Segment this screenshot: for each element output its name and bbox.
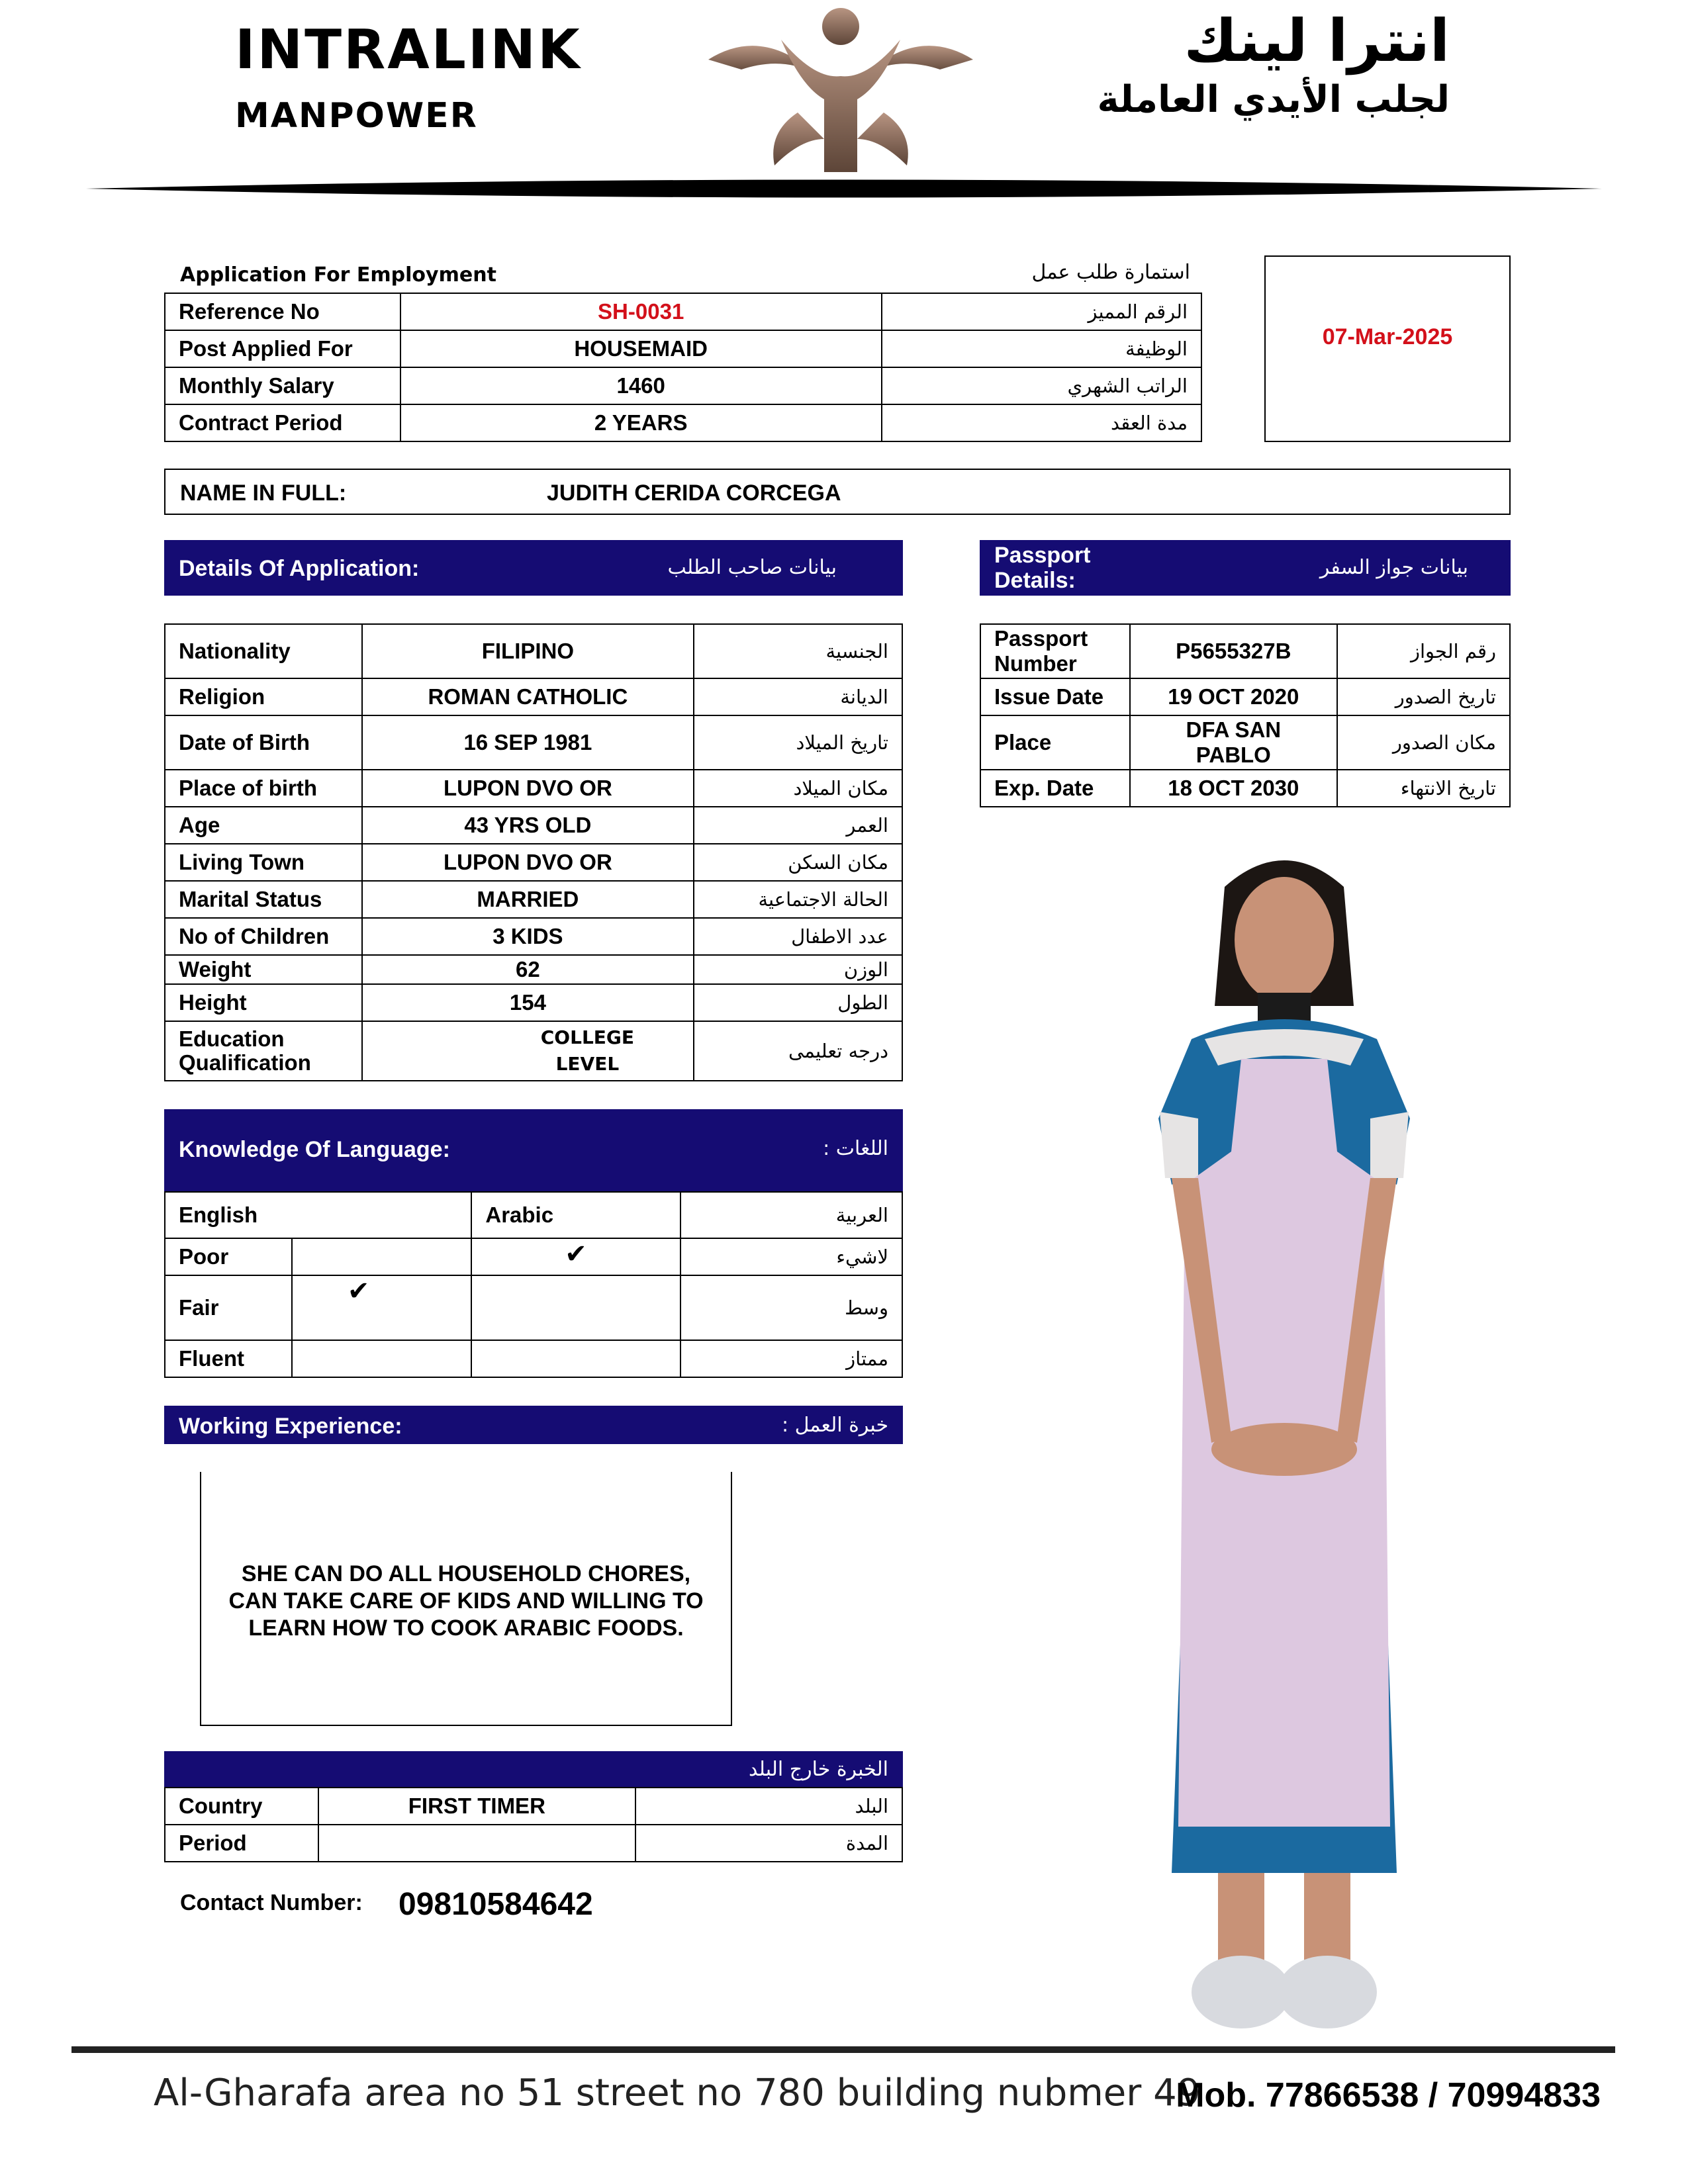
brand-name-ar: انترا لينك — [1184, 7, 1450, 75]
table-row — [165, 404, 1201, 441]
application-date: 07-Mar-2025 — [1322, 324, 1453, 349]
country-label: Country — [165, 1788, 318, 1825]
period-label-ar: المدة — [635, 1825, 902, 1862]
passport-number-value: P5655327B — [1130, 624, 1337, 678]
language-title-en: Knowledge Of Language: — [179, 1137, 450, 1162]
passport-title-en: Passport Details: — [994, 543, 1091, 593]
height-value: 154 — [362, 984, 694, 1021]
contract-label-ar: مدة العقد — [882, 404, 1201, 441]
level-fluent-label: Fluent — [165, 1340, 292, 1377]
nationality-value: FILIPINO — [362, 624, 694, 678]
birthplace-value: LUPON DVO OR — [362, 770, 694, 807]
table-row — [165, 1238, 902, 1275]
weight-label: Weight — [165, 955, 362, 984]
issue-date-value: 19 OCT 2020 — [1130, 678, 1337, 715]
table-row — [165, 367, 1201, 404]
birthplace-label: Place of birth — [165, 770, 362, 807]
experience-header — [164, 1406, 903, 1444]
level-fair-label-ar: وسط — [680, 1275, 902, 1340]
date-box — [1264, 255, 1511, 442]
arabic-poor-check-icon: ✔ — [471, 1238, 680, 1275]
name-label: NAME IN FULL: — [180, 480, 347, 506]
salary-value: 1460 — [400, 367, 882, 404]
abroad-title-ar: الخبرة خارج البلد — [749, 1758, 888, 1781]
application-title-ar: استمارة طلب عمل — [1031, 261, 1190, 284]
applicant-photo — [1099, 841, 1470, 2032]
living-town-value: LUPON DVO OR — [362, 844, 694, 881]
details-header — [164, 540, 903, 596]
salary-label: Monthly Salary — [165, 367, 400, 404]
english-fair-check-icon: ✔ — [292, 1275, 472, 1340]
table-row — [165, 807, 902, 844]
contract-label: Contract Period — [165, 404, 400, 441]
brand-name-en: INTRALINK — [235, 19, 582, 81]
arabic-fluent-cell — [471, 1340, 680, 1377]
height-label-ar: الطول — [694, 984, 902, 1021]
children-value: 3 KIDS — [362, 918, 694, 955]
nationality-label: Nationality — [165, 624, 362, 678]
nationality-label-ar: الجنسية — [694, 624, 902, 678]
period-label: Period — [165, 1825, 318, 1862]
language-table — [164, 1191, 903, 1378]
application-title-en: Application For Employment — [180, 263, 496, 287]
education-label: Education Qualification — [165, 1021, 362, 1081]
marital-value: MARRIED — [362, 881, 694, 918]
language-col-arabic-ar: العربية — [680, 1192, 902, 1238]
issue-place-label-ar: مكان الصدور — [1337, 715, 1510, 770]
table-row — [165, 715, 902, 770]
footer-divider — [71, 2046, 1615, 2053]
header-divider — [86, 179, 1602, 199]
country-label-ar: البلد — [635, 1788, 902, 1825]
details-table — [164, 623, 903, 1081]
table-row — [165, 881, 902, 918]
footer-address: Al-Gharafa area no 51 street no 780 building nubmer 49 — [154, 2071, 1201, 2115]
passport-table — [980, 623, 1511, 807]
table-row — [165, 678, 902, 715]
table-row — [165, 770, 902, 807]
dob-label: Date of Birth — [165, 715, 362, 770]
language-col-arabic: Arabic — [471, 1192, 680, 1238]
level-fair-label: Fair — [165, 1275, 292, 1340]
contact-number: 09810584642 — [399, 1887, 593, 1922]
reference-label: Reference No — [165, 293, 400, 330]
table-row — [165, 330, 1201, 367]
table-row — [165, 1825, 902, 1862]
brand-subtitle-ar: لجلب الأيدي العاملة — [1097, 78, 1450, 121]
reference-value: SH-0031 — [400, 293, 882, 330]
table-row — [165, 955, 902, 984]
education-label-ar: درجه تعليمى — [694, 1021, 902, 1081]
table-row — [165, 1788, 902, 1825]
reference-label-ar: الرقم المميز — [882, 293, 1201, 330]
arabic-fair-cell — [471, 1275, 680, 1340]
language-header — [164, 1109, 903, 1191]
religion-value: ROMAN CATHOLIC — [362, 678, 694, 715]
salary-label-ar: الراتب الشهري — [882, 367, 1201, 404]
brand-subtitle-en: MANPOWER — [235, 96, 478, 136]
passport-number-label: Passport Number — [980, 624, 1130, 678]
issue-place-label: Place — [980, 715, 1130, 770]
children-label-ar: عدد الاطفال — [694, 918, 902, 955]
table-row — [165, 984, 902, 1021]
living-town-label: Living Town — [165, 844, 362, 881]
table-row — [165, 1021, 902, 1081]
table-row — [980, 624, 1510, 678]
experience-title-ar: خبرة العمل : — [781, 1414, 888, 1437]
level-poor-label: Poor — [165, 1238, 292, 1275]
post-value: HOUSEMAID — [400, 330, 882, 367]
language-title-ar: اللغات : — [823, 1137, 888, 1160]
dob-value: 16 SEP 1981 — [362, 715, 694, 770]
table-row — [165, 624, 902, 678]
english-poor-cell — [292, 1238, 472, 1275]
table-row — [165, 1192, 902, 1238]
details-title-ar: بيانات صاحب الطلب — [667, 556, 837, 579]
table-row — [165, 293, 1201, 330]
name-value: JUDITH CERIDA CORCEGA — [547, 480, 841, 506]
marital-label: Marital Status — [165, 881, 362, 918]
period-value — [318, 1825, 635, 1862]
expiry-date-value: 18 OCT 2030 — [1130, 770, 1337, 807]
experience-title-en: Working Experience: — [179, 1414, 402, 1439]
footer-mobile: Mob. 77866538 / 70994833 — [1176, 2076, 1601, 2115]
passport-number-label-ar: رقم الجواز — [1337, 624, 1510, 678]
expiry-date-label-ar: تاريخ الانتهاء — [1337, 770, 1510, 807]
age-value: 43 YRS OLD — [362, 807, 694, 844]
table-row — [980, 678, 1510, 715]
name-box — [164, 469, 1511, 515]
passport-header — [980, 540, 1511, 596]
education-value: COLLEGE LEVEL — [362, 1021, 694, 1081]
table-row — [165, 918, 902, 955]
issue-date-label: Issue Date — [980, 678, 1130, 715]
religion-label: Religion — [165, 678, 362, 715]
issue-date-label-ar: تاريخ الصدور — [1337, 678, 1510, 715]
religion-label-ar: الديانة — [694, 678, 902, 715]
living-town-label-ar: مكان السكن — [694, 844, 902, 881]
weight-value: 62 — [362, 955, 694, 984]
dob-label-ar: تاريخ الميلاد — [694, 715, 902, 770]
post-label-ar: الوظيفة — [882, 330, 1201, 367]
table-row — [165, 844, 902, 881]
level-fluent-label-ar: ممتاز — [680, 1340, 902, 1377]
details-title-en: Details Of Application: — [179, 556, 420, 581]
post-label: Post Applied For — [165, 330, 400, 367]
table-row — [980, 715, 1510, 770]
table-row — [165, 1275, 902, 1340]
birthplace-label-ar: مكان الميلاد — [694, 770, 902, 807]
level-poor-label-ar: لاشيء — [680, 1238, 902, 1275]
children-label: No of Children — [165, 918, 362, 955]
experience-text: SHE CAN DO ALL HOUSEHOLD CHORES, CAN TAKE CARE OF KIDS AND WILLING TO LEARN HOW TO COOK ARABIC FOODS. — [228, 1561, 704, 1641]
expiry-date-label: Exp. Date — [980, 770, 1130, 807]
age-label-ar: العمر — [694, 807, 902, 844]
contract-value: 2 YEARS — [400, 404, 882, 441]
language-col-english: English — [165, 1192, 471, 1238]
people-tree-logo-icon — [702, 0, 980, 182]
age-label: Age — [165, 807, 362, 844]
abroad-table — [164, 1787, 903, 1862]
issue-place-value: DFA SAN PABLO — [1130, 715, 1337, 770]
table-row — [165, 1340, 902, 1377]
passport-title-ar: بيانات جواز السفر — [1319, 556, 1468, 579]
application-table — [164, 293, 1202, 442]
experience-box — [200, 1472, 732, 1726]
abroad-header — [164, 1751, 903, 1787]
table-row — [980, 770, 1510, 807]
country-value: FIRST TIMER — [318, 1788, 635, 1825]
weight-label-ar: الوزن — [694, 955, 902, 984]
marital-label-ar: الحالة الاجتماعية — [694, 881, 902, 918]
english-fluent-cell — [292, 1340, 472, 1377]
height-label: Height — [165, 984, 362, 1021]
contact-label: Contact Number: — [180, 1890, 363, 1915]
